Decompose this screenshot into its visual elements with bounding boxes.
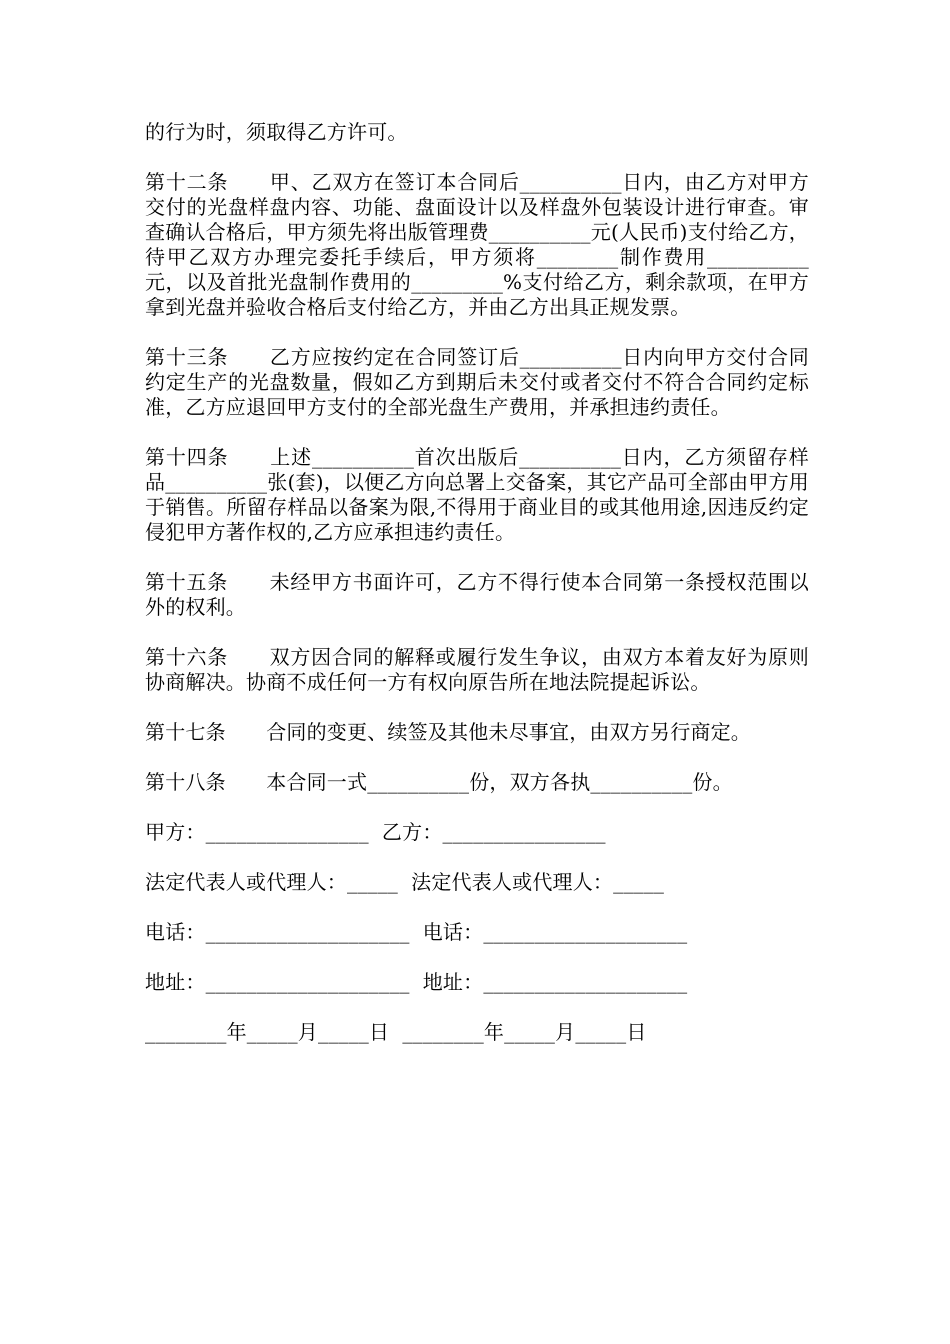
clause-16: 第十六条 双方因合同的解释或履行发生争议，由双方本着友好为原则协商解决。协商不成任何一方有权向原告所在地法院提起诉讼。 — [145, 645, 809, 694]
clause-14: 第十四条 上述__________首次出版后__________日内，乙方须留存样品__________张(套)，以便乙方向总署上交备案，其它产品可全部由甲方用于销售。所留存样品以备案为限,不得用于商业目的或其他用途,因违反约定侵犯甲方著作权的,乙方应承担违约责任。 — [145, 445, 809, 544]
clause-12: 第十二条 甲、乙双方在签订本合同后__________日内，由乙方对甲方交付的光盘样盘内容、功能、盘面设计以及样盘外包装设计进行审查。审查确认合格后，甲方须先将出版管理费__________元(人民币)支付给乙方，待甲乙双方办理完委托手续后，甲方须将________制作费用__________元，以及首批光盘制作费用的_________%支付给乙方，剩余款项，在甲方拿到光盘并验收合格后支付给乙方，并由乙方出具正规发票。 — [145, 170, 809, 319]
clause-18: 第十八条 本合同一式__________份，双方各执__________份。 — [145, 770, 733, 794]
representative-line: 法定代表人或代理人：_____ 法定代表人或代理人：_____ — [145, 870, 665, 894]
date-line: ________年_____月_____日 ________年_____月_____日 — [145, 1020, 647, 1044]
phone-line: 电话：____________________ 电话：____________________ — [145, 920, 688, 944]
party-names-line: 甲方：________________ 乙方：________________ — [145, 820, 606, 844]
clause-15: 第十五条 未经甲方书面许可，乙方不得行使本合同第一条授权范围以外的权利。 — [145, 570, 809, 619]
contract-page — [145, 120, 809, 1070]
address-line: 地址：____________________ 地址：____________________ — [145, 970, 688, 994]
paragraph-continuation: 的行为时，须取得乙方许可。 — [145, 120, 408, 144]
clause-17: 第十七条 合同的变更、续签及其他未尽事宜，由双方另行商定。 — [145, 720, 751, 744]
signature-block — [145, 820, 809, 1045]
clause-13: 第十三条 乙方应按约定在合同签订后__________日内向甲方交付合同约定生产的光盘数量，假如乙方到期后未交付或者交付不符合合同约定标准，乙方应退回甲方支付的全部光盘生产费用，并承担违约责任。 — [145, 345, 809, 419]
